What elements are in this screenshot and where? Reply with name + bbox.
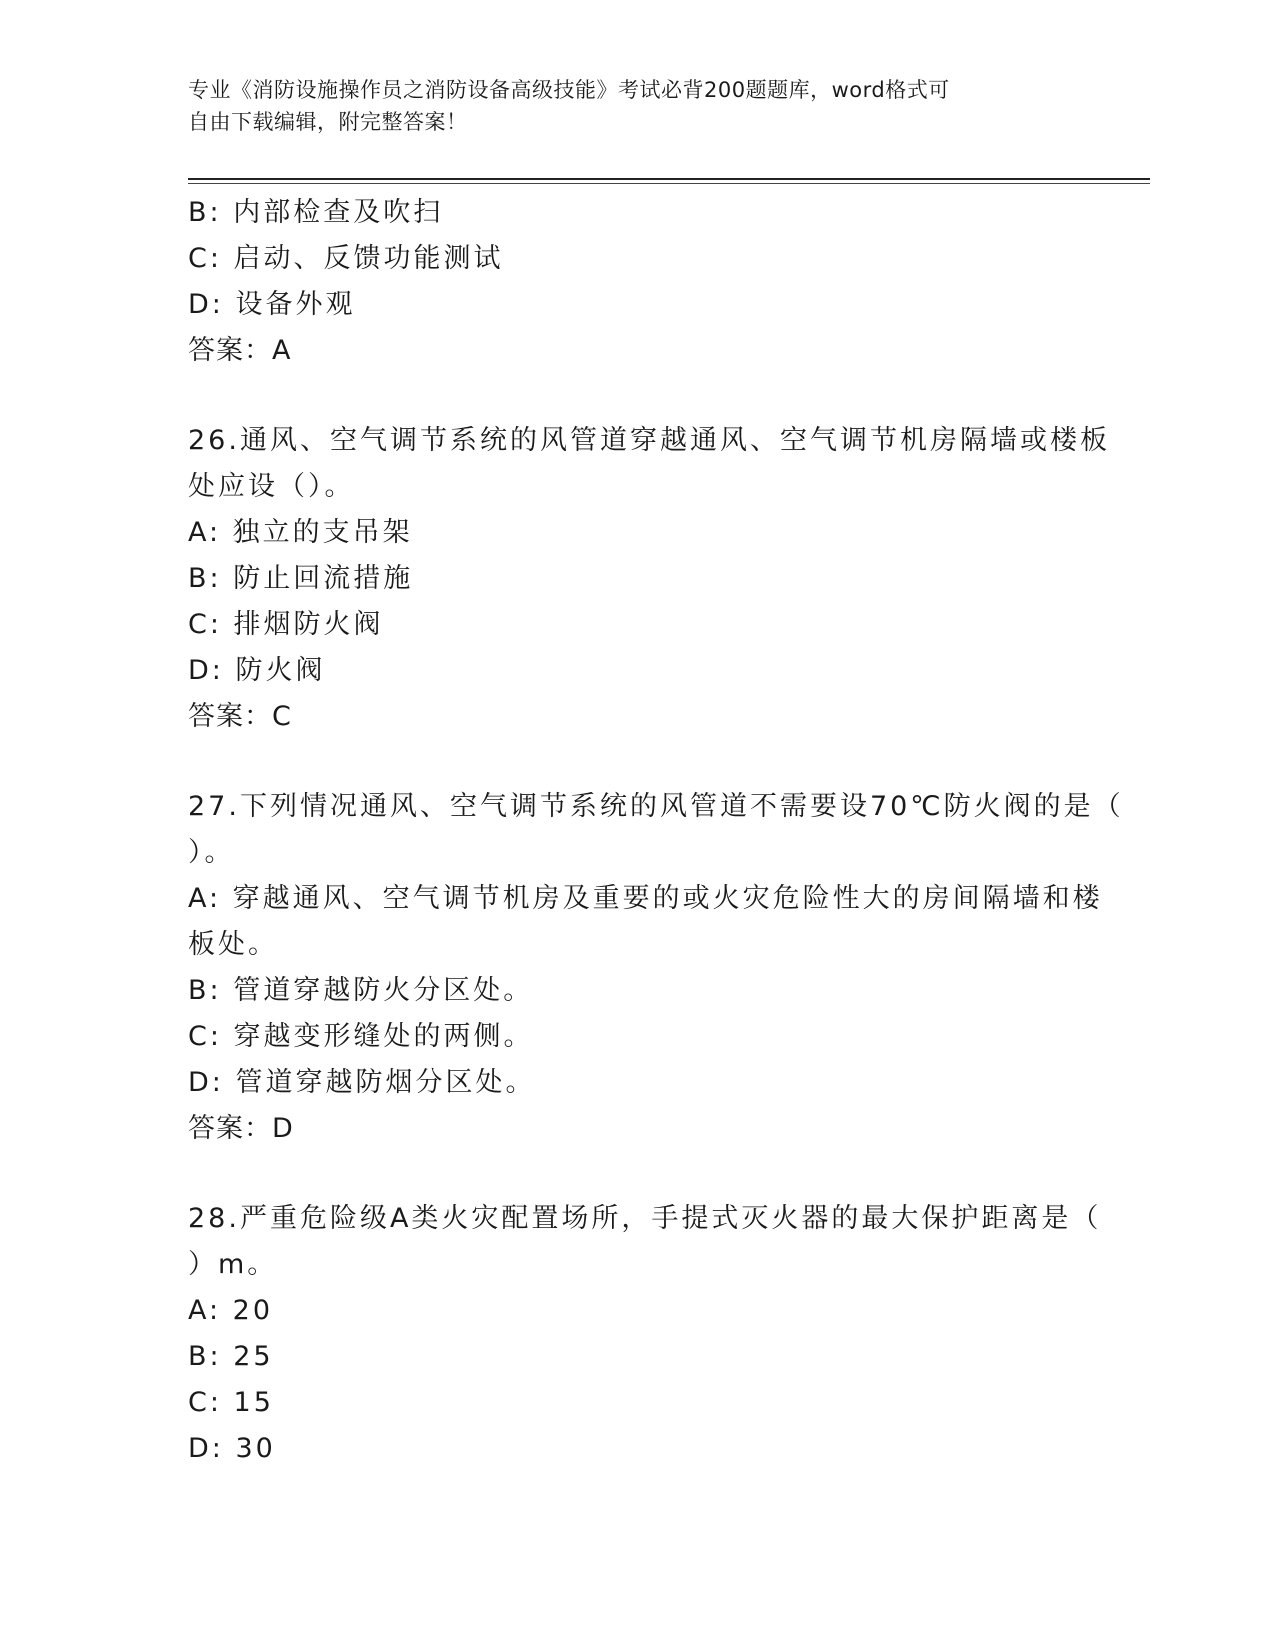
answer-line: 答案：D — [188, 1113, 294, 1144]
question-block-25-continued — [188, 190, 1088, 374]
question-stem-line: ）。 — [188, 837, 235, 868]
option-b: B: 防止回流措施 — [188, 563, 414, 594]
answer-line: 答案：C — [188, 701, 292, 732]
header-divider-thick — [188, 178, 1150, 180]
question-stem-line: 28.严重危险级A类火灾配置场所，手提式灭火器的最大保护距离是（ — [188, 1203, 1102, 1234]
question-block-27 — [188, 784, 1124, 1152]
answer-line: 答案：A — [188, 335, 292, 366]
option-c: C: 排烟防火阀 — [188, 609, 384, 640]
question-stem-line: 27.下列情况通风、空气调节系统的风管道不需要设70℃防火阀的是（ — [188, 791, 1124, 822]
option-c: C: 穿越变形缝处的两侧。 — [188, 1021, 534, 1052]
option-c: C: 启动、反馈功能测试 — [188, 243, 504, 274]
option-c: C: 15 — [188, 1387, 274, 1418]
option-d: D: 防火阀 — [188, 655, 326, 686]
question-block-28 — [188, 1196, 1102, 1472]
header-line-1: 专业《消防设施操作员之消防设备高级技能》考试必背200题题库，word格式可 — [188, 78, 950, 102]
option-b: B: 内部检查及吹扫 — [188, 197, 444, 228]
option-a: A: 独立的支吊架 — [188, 517, 413, 548]
header-divider-thin — [188, 183, 1150, 184]
option-d: D: 30 — [188, 1433, 276, 1464]
option-d: D: 设备外观 — [188, 289, 356, 320]
header-line-2: 自由下载编辑，附完整答案！ — [188, 110, 468, 134]
question-list — [188, 190, 1124, 1472]
option-b: B: 管道穿越防火分区处。 — [188, 975, 534, 1006]
option-a: A: 穿越通风、空气调节机房及重要的或火灾危险性大的房间隔墙和楼 — [188, 883, 1103, 914]
option-a-continued: 板处。 — [188, 929, 278, 960]
option-b: B: 25 — [188, 1341, 274, 1372]
option-a: A: 20 — [188, 1295, 274, 1326]
question-stem-line: 26.通风、空气调节系统的风管道穿越通风、空气调节机房隔墙或楼板 — [188, 425, 1110, 456]
question-stem-line: 处应设（）。 — [188, 471, 355, 502]
option-d: D: 管道穿越防烟分区处。 — [188, 1067, 536, 1098]
document-header — [188, 74, 1068, 138]
question-block-26 — [188, 418, 1110, 740]
question-stem-line: ）m。 — [188, 1249, 278, 1280]
